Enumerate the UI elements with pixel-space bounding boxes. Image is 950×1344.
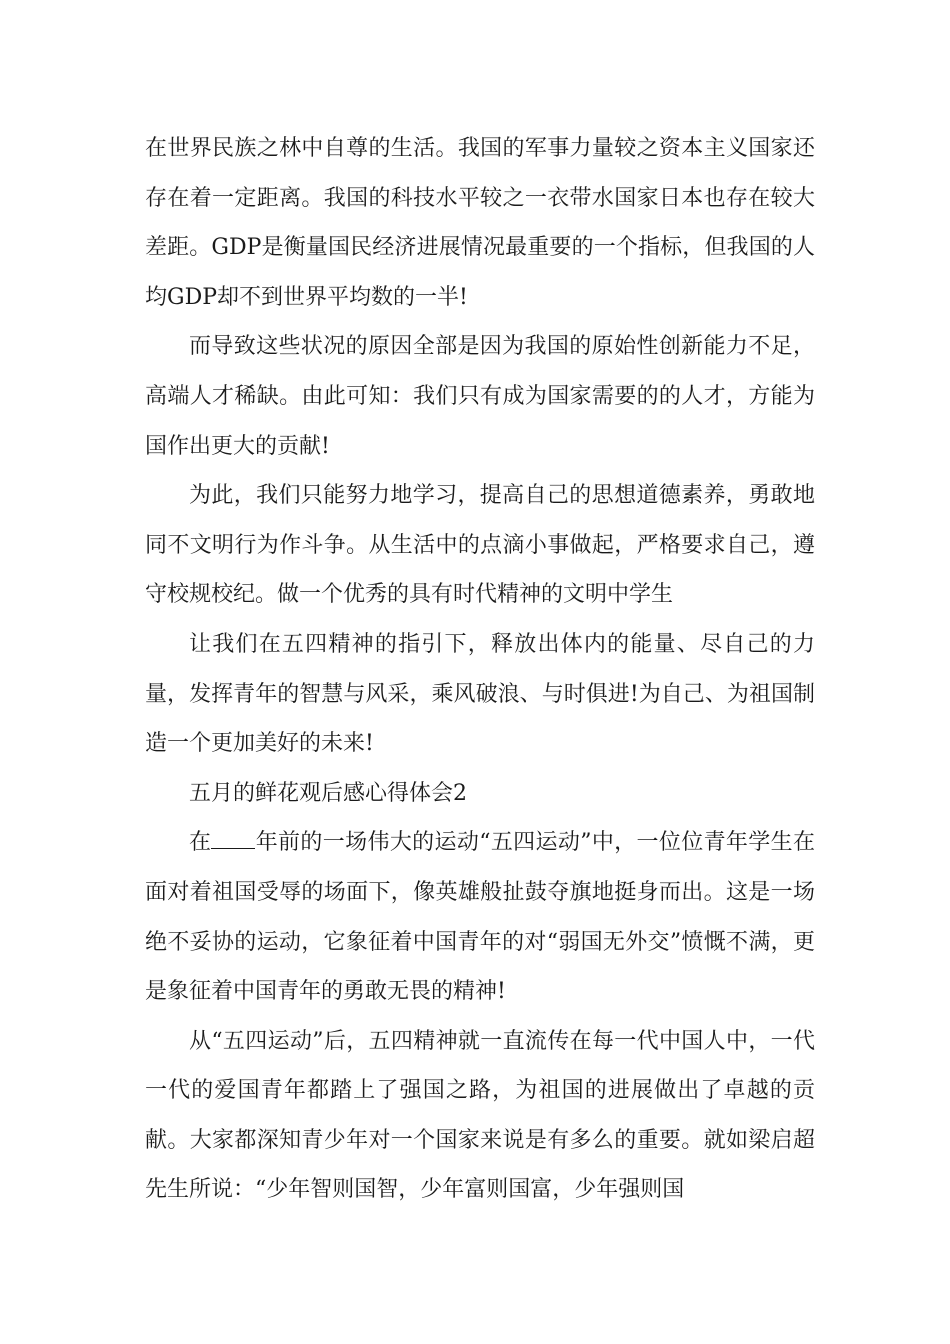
paragraph: 为此，我们只能努力地学习，提高自己的思想道德素养，勇敢地同不文明行为作斗争。从生活中的点滴小事做起，严格要求自己，遵守校规校纪。做一个优秀的具有时代精神的文明中学生 [145, 483, 815, 608]
document-body [145, 124, 815, 1215]
paragraph: 而导致这些状况的原因全部是因为我国的原始性创新能力不足，高端人才稀缺。由此可知：我们只有成为国家需要的的人才，方能为国作出更大的贡献! [145, 334, 815, 459]
paragraph: 从“五四运动”后，五四精神就一直流传在每一代中国人中，一代一代的爱国青年都踏上了强国之路，为祖国的进展做出了卓越的贡献。大家都深知青少年对一个国家来说是有多么的重要。就如梁启超先生所说：“少年智则国智，少年富则国富，少年强则国 [145, 1028, 815, 1203]
paragraph: 让我们在五四精神的指引下，释放出体内的能量、尽自己的力量，发挥青年的智慧与风采，乘风破浪、与时俱进!为自己、为祖国制造一个更加美好的未来! [145, 631, 815, 757]
section-heading: 五月的鲜花观后感心得体会2 [189, 780, 467, 806]
paragraph: 在世界民族之林中自尊的生活。我国的军事力量较之资本主义国家还存在着一定距离。我国的科技水平较之一衣带水国家日本也存在较大差距。GDP是衡量国民经济进展情况最重要的一个指标，但我国的人均GDP却不到世界平均数的一半! [145, 136, 815, 310]
paragraph-text-after-blank: 年前的一场伟大的运动“五四运动”中，一位位青年学生在面对着祖国受辱的场面下，像英雄般扯鼓夺旗地挺身而出。这是一场绝不妥协的运动，它象征着中国青年的对“弱国无外交”愤慨不满，更是象征着中国青年的勇敢无畏的精神! [145, 830, 815, 1005]
paragraph-text-before-blank: 在 [189, 830, 212, 856]
paragraph [145, 818, 815, 1016]
fill-in-blank [211, 830, 255, 849]
